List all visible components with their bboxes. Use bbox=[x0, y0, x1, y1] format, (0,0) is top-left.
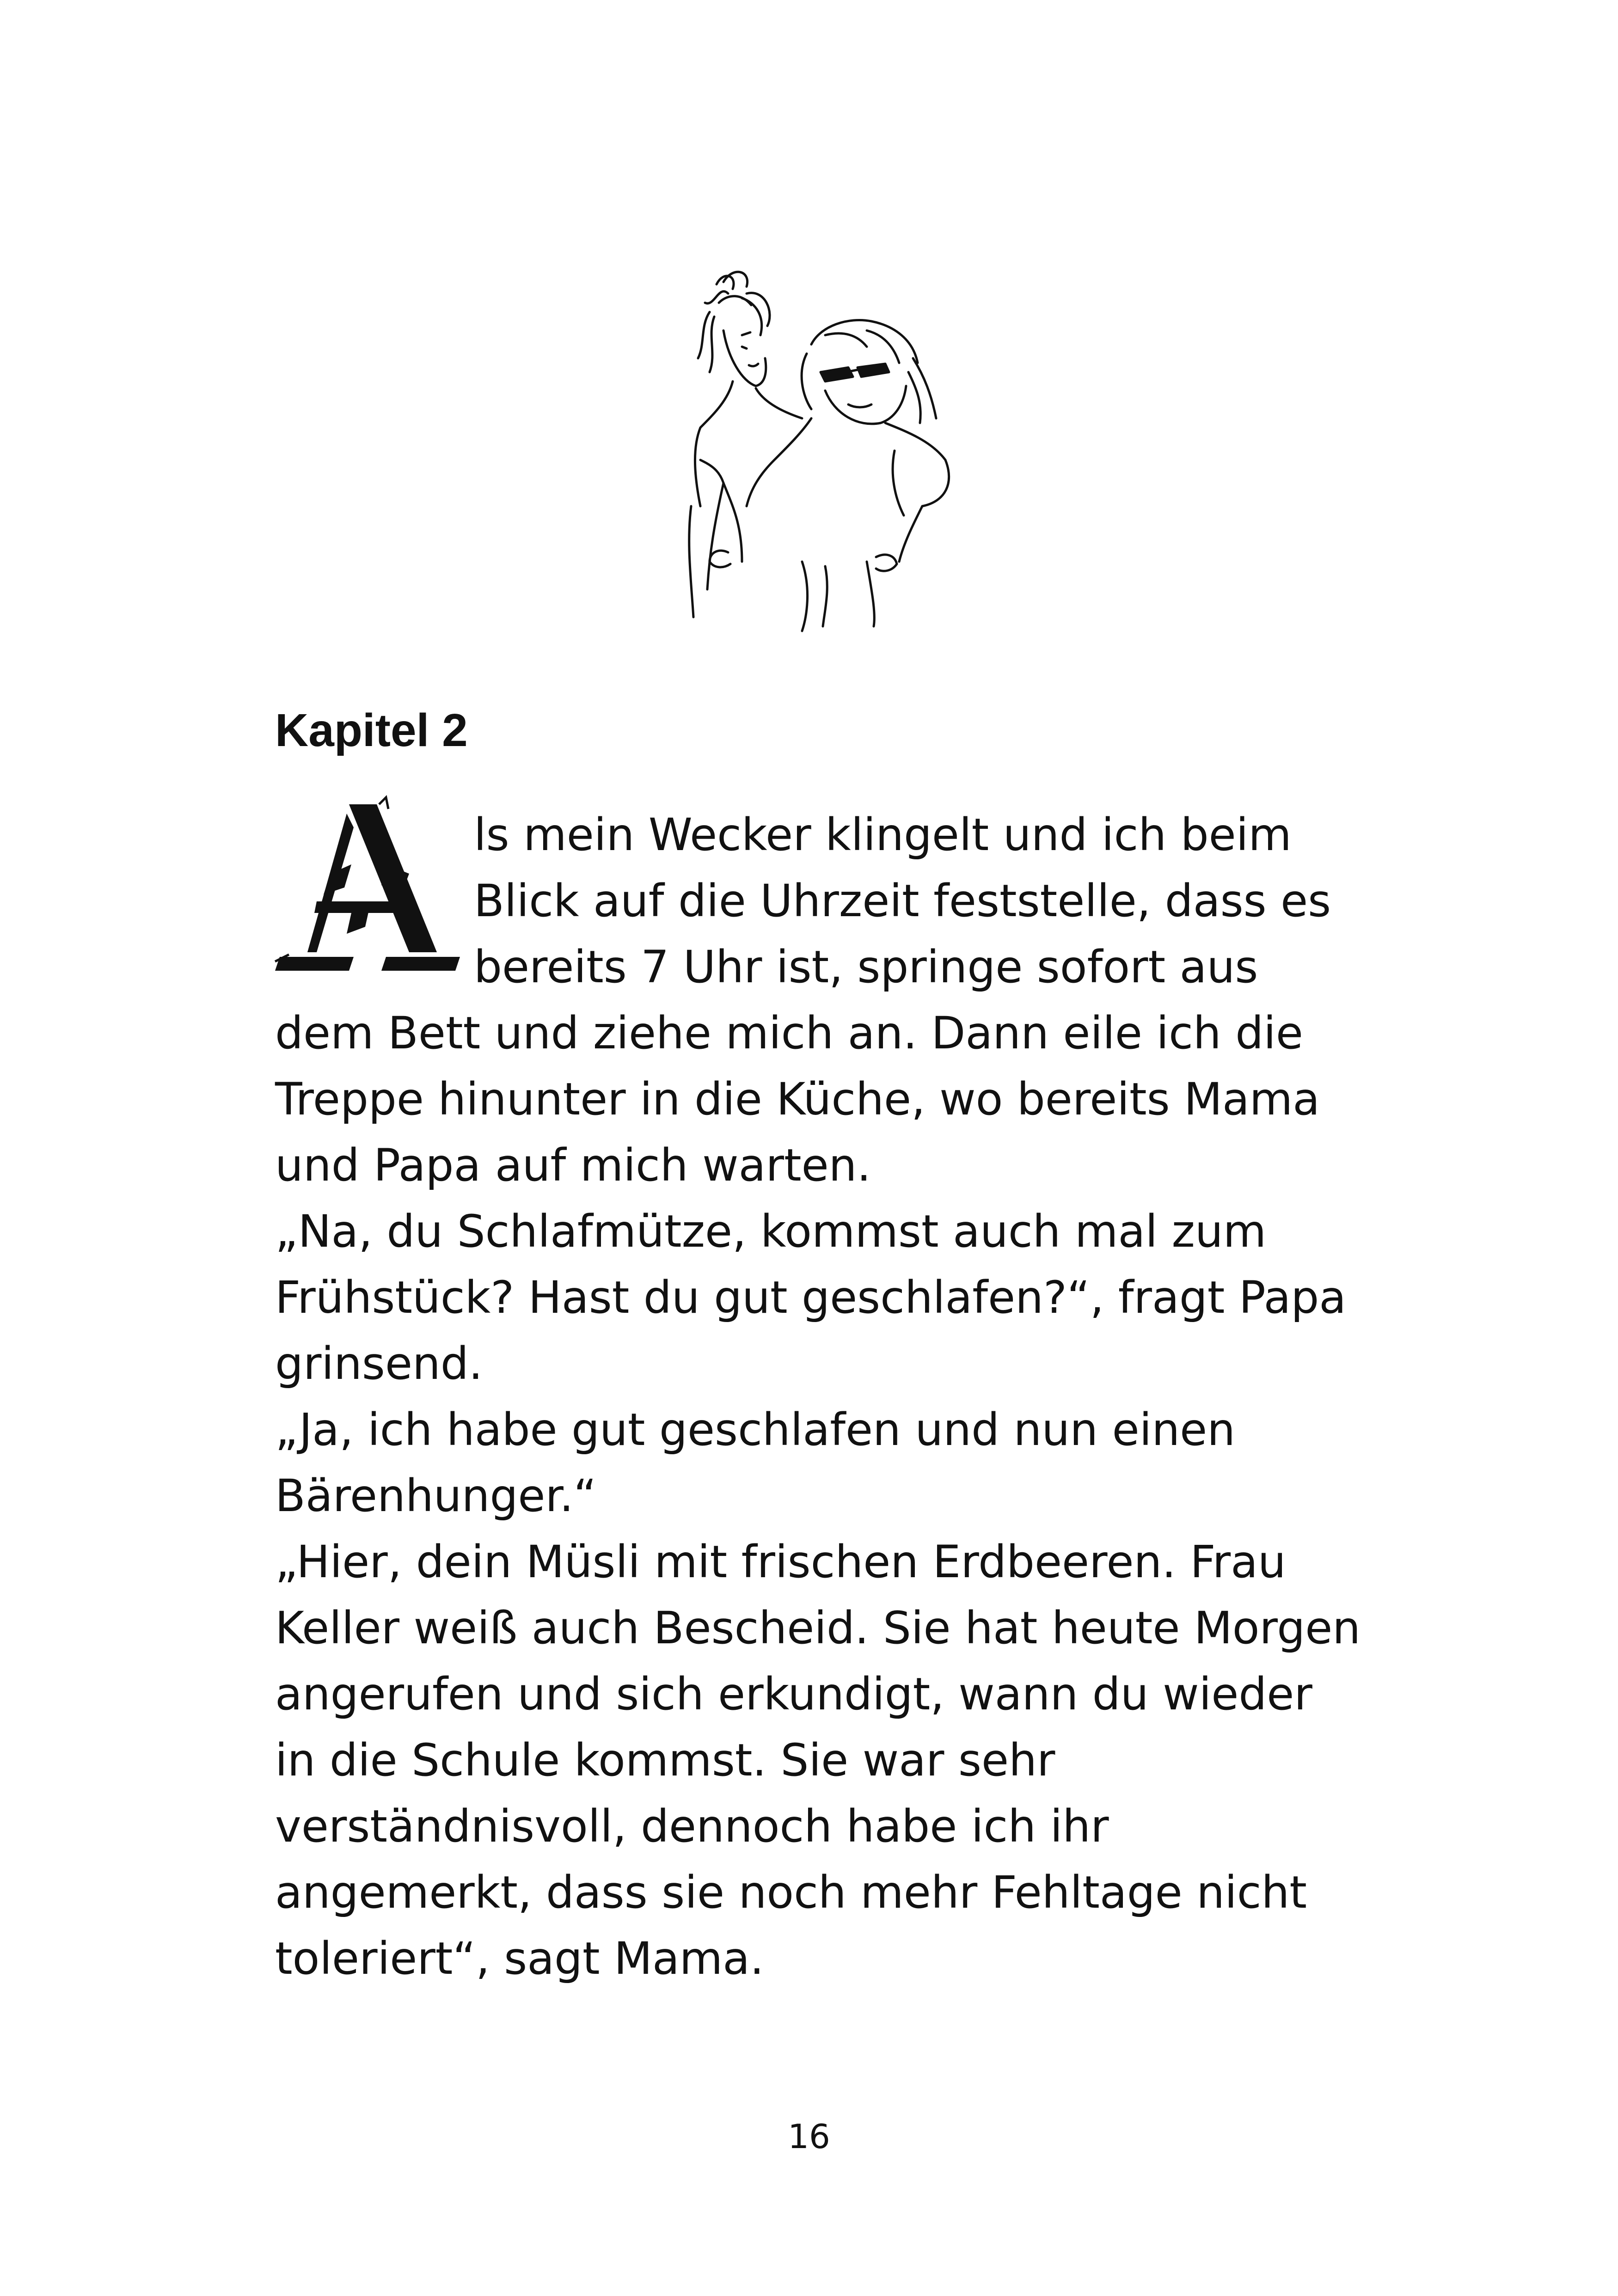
text-line: verständnisvoll, dennoch habe ich ihr bbox=[275, 1800, 1109, 1852]
text-line: Blick auf die Uhrzeit feststelle, dass es bbox=[474, 875, 1331, 927]
chapter-title: Kapitel 2 bbox=[275, 704, 468, 756]
chapter-body-text bbox=[275, 802, 1459, 1992]
text-line: toleriert“, sagt Mama. bbox=[275, 1933, 764, 1984]
text-line: ls mein Wecker klingelt und ich beim bbox=[474, 809, 1292, 861]
text-line: Keller weiß auch Bescheid. Sie hat heute Morgen bbox=[275, 1602, 1361, 1654]
text-line: „Na, du Schlafmütze, kommst auch mal zum bbox=[275, 1206, 1267, 1257]
text-line: und Papa auf mich warten. bbox=[275, 1139, 871, 1191]
hugging-couple-sketch-icon bbox=[673, 266, 959, 636]
hugging-couple-illustration bbox=[673, 266, 959, 636]
text-line: „Hier, dein Müsli mit frischen Erdbeeren. Frau bbox=[275, 1536, 1286, 1588]
text-line: angerufen und sich erkundigt, wann du wieder bbox=[275, 1668, 1312, 1720]
text-line: angemerkt, dass sie noch mehr Fehltage nicht bbox=[275, 1867, 1307, 1918]
text-line: in die Schule kommst. Sie war sehr bbox=[275, 1734, 1055, 1786]
text-line: dem Bett und ziehe mich an. Dann eile ich die bbox=[275, 1007, 1303, 1059]
page-number: 16 bbox=[788, 2117, 830, 2156]
text-line: Frühstück? Hast du gut geschlafen?“, fragt Papa bbox=[275, 1272, 1347, 1323]
text-line: Bärenhunger.“ bbox=[275, 1470, 597, 1522]
text-line: Treppe hinunter in die Küche, wo bereits Mama bbox=[275, 1073, 1320, 1125]
text-line: bereits 7 Uhr ist, springe sofort aus bbox=[474, 941, 1258, 993]
text-line: grinsend. bbox=[275, 1338, 483, 1390]
text-line: „Ja, ich habe gut geschlafen und nun einen bbox=[275, 1404, 1236, 1456]
